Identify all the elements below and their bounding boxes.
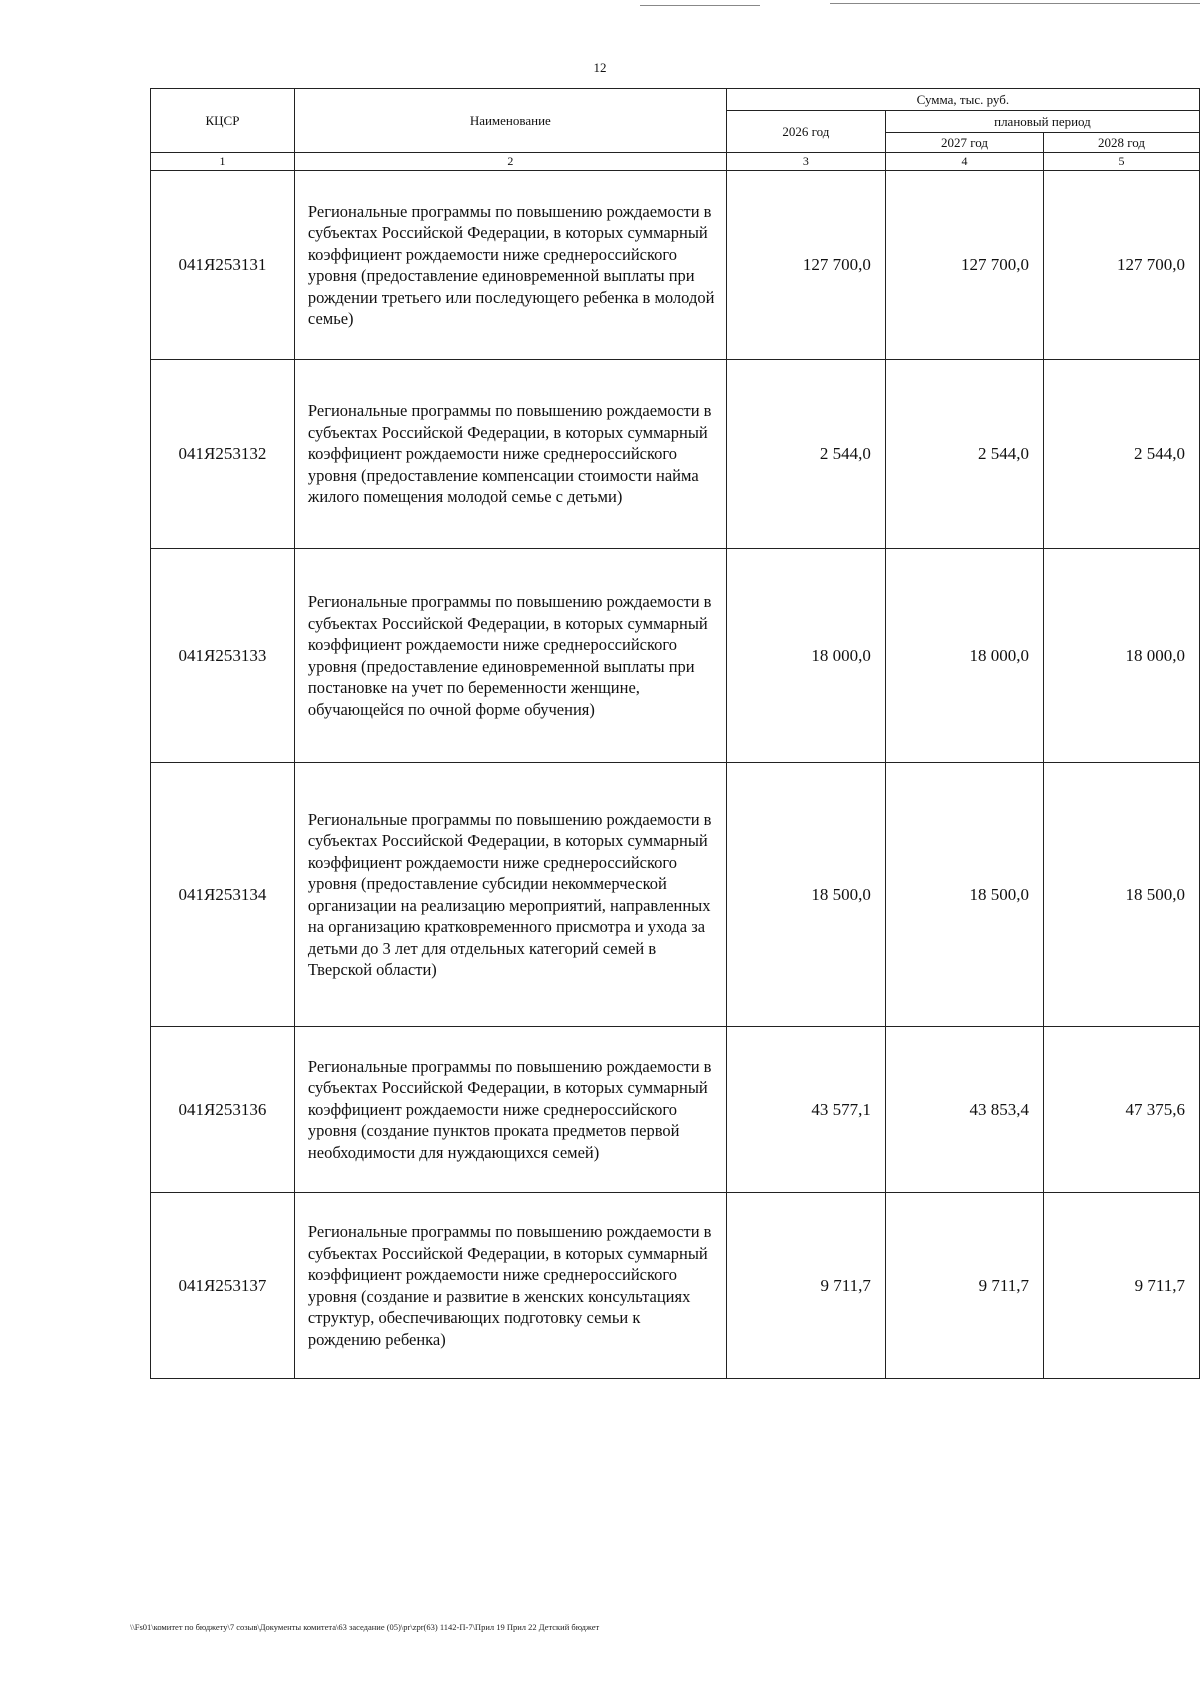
row-amount-2028: 18 500,0 [1044, 763, 1200, 1027]
header-planning-period: плановый период [885, 111, 1199, 133]
row-amount-2026: 18 000,0 [726, 549, 885, 763]
row-name: Региональные программы по повышению рождаемости в субъектах Российской Федерации, в которых суммарный коэффициент рождаемости ниже среднероссийского уровня (создание и развитие в женских консультациях структур, обеспечивающих подготовку семьи к рождению ребенка) [294, 1193, 726, 1379]
row-code: 041Я253131 [151, 171, 295, 360]
row-name: Региональные программы по повышению рождаемости в субъектах Российской Федерации, в которых суммарный коэффициент рождаемости ниже среднероссийского уровня (предоставление компенсации стоимости найма жилого помещения молодой семье с детьми) [294, 360, 726, 549]
header-code: КЦСР [151, 89, 295, 153]
row-amount-2026: 9 711,7 [726, 1193, 885, 1379]
row-amount-2026: 43 577,1 [726, 1027, 885, 1193]
row-amount-2027: 9 711,7 [885, 1193, 1043, 1379]
table-row [151, 171, 1200, 360]
table-row [151, 360, 1200, 549]
scan-artifact-line [640, 5, 760, 6]
row-amount-2027: 127 700,0 [885, 171, 1043, 360]
row-name: Региональные программы по повышению рождаемости в субъектах Российской Федерации, в которых суммарный коэффициент рождаемости ниже среднероссийского уровня (предоставление единовременной выплаты при постановке на учет по беременности женщине, обучающейся по очной форме обучения) [294, 549, 726, 763]
header-year-2028: 2028 год [1044, 133, 1200, 153]
row-code: 041Я253136 [151, 1027, 295, 1193]
row-amount-2028: 9 711,7 [1044, 1193, 1200, 1379]
row-amount-2027: 18 500,0 [885, 763, 1043, 1027]
header-year-2027: 2027 год [885, 133, 1043, 153]
row-name: Региональные программы по повышению рождаемости в субъектах Российской Федерации, в которых суммарный коэффициент рождаемости ниже среднероссийского уровня (предоставление единовременной выплаты при рождении третьего или последующего ребенка в молодой семье) [294, 171, 726, 360]
table-row [151, 549, 1200, 763]
row-name: Региональные программы по повышению рождаемости в субъектах Российской Федерации, в которых суммарный коэффициент рождаемости ниже среднероссийского уровня (создание пунктов проката предметов первой необходимости для нуждающихся семей) [294, 1027, 726, 1193]
row-amount-2028: 127 700,0 [1044, 171, 1200, 360]
budget-table [150, 88, 1200, 1379]
row-code: 041Я253132 [151, 360, 295, 549]
row-amount-2027: 2 544,0 [885, 360, 1043, 549]
table-row [151, 1193, 1200, 1379]
table-row [151, 763, 1200, 1027]
table-body [151, 171, 1200, 1379]
row-code: 041Я253133 [151, 549, 295, 763]
row-name: Региональные программы по повышению рождаемости в субъектах Российской Федерации, в которых суммарный коэффициент рождаемости ниже среднероссийского уровня (предоставление субсидии некоммерческой организации на реализацию мероприятий, направленных на организацию кратковременного присмотра и ухода за детьми до 3 лет для отдельных категорий семей в Тверской области) [294, 763, 726, 1027]
row-amount-2028: 18 000,0 [1044, 549, 1200, 763]
row-amount-2026: 18 500,0 [726, 763, 885, 1027]
table-row [151, 1027, 1200, 1193]
row-amount-2028: 2 544,0 [1044, 360, 1200, 549]
row-code: 041Я253134 [151, 763, 295, 1027]
header-sum: Сумма, тыс. руб. [726, 89, 1199, 111]
row-amount-2028: 47 375,6 [1044, 1027, 1200, 1193]
row-amount-2026: 2 544,0 [726, 360, 885, 549]
scan-artifact-line [830, 3, 1200, 4]
column-number: 5 [1044, 153, 1200, 171]
row-code: 041Я253137 [151, 1193, 295, 1379]
page-number: 12 [593, 60, 607, 75]
column-number: 2 [294, 153, 726, 171]
row-amount-2027: 18 000,0 [885, 549, 1043, 763]
footer-file-path: \\Fs01\комитет по бюджету\7 созыв\Документы комитета\63 заседание (05)\pr\zpr(63) 1142-П-7\Прил 19 Прил 22 Детский бюджет [130, 1622, 600, 1632]
header-year-2026: 2026 год [726, 111, 885, 153]
row-amount-2027: 43 853,4 [885, 1027, 1043, 1193]
column-number: 3 [726, 153, 885, 171]
column-number: 4 [885, 153, 1043, 171]
column-number: 1 [151, 153, 295, 171]
row-amount-2026: 127 700,0 [726, 171, 885, 360]
table-header [151, 89, 1200, 171]
header-name: Наименование [294, 89, 726, 153]
